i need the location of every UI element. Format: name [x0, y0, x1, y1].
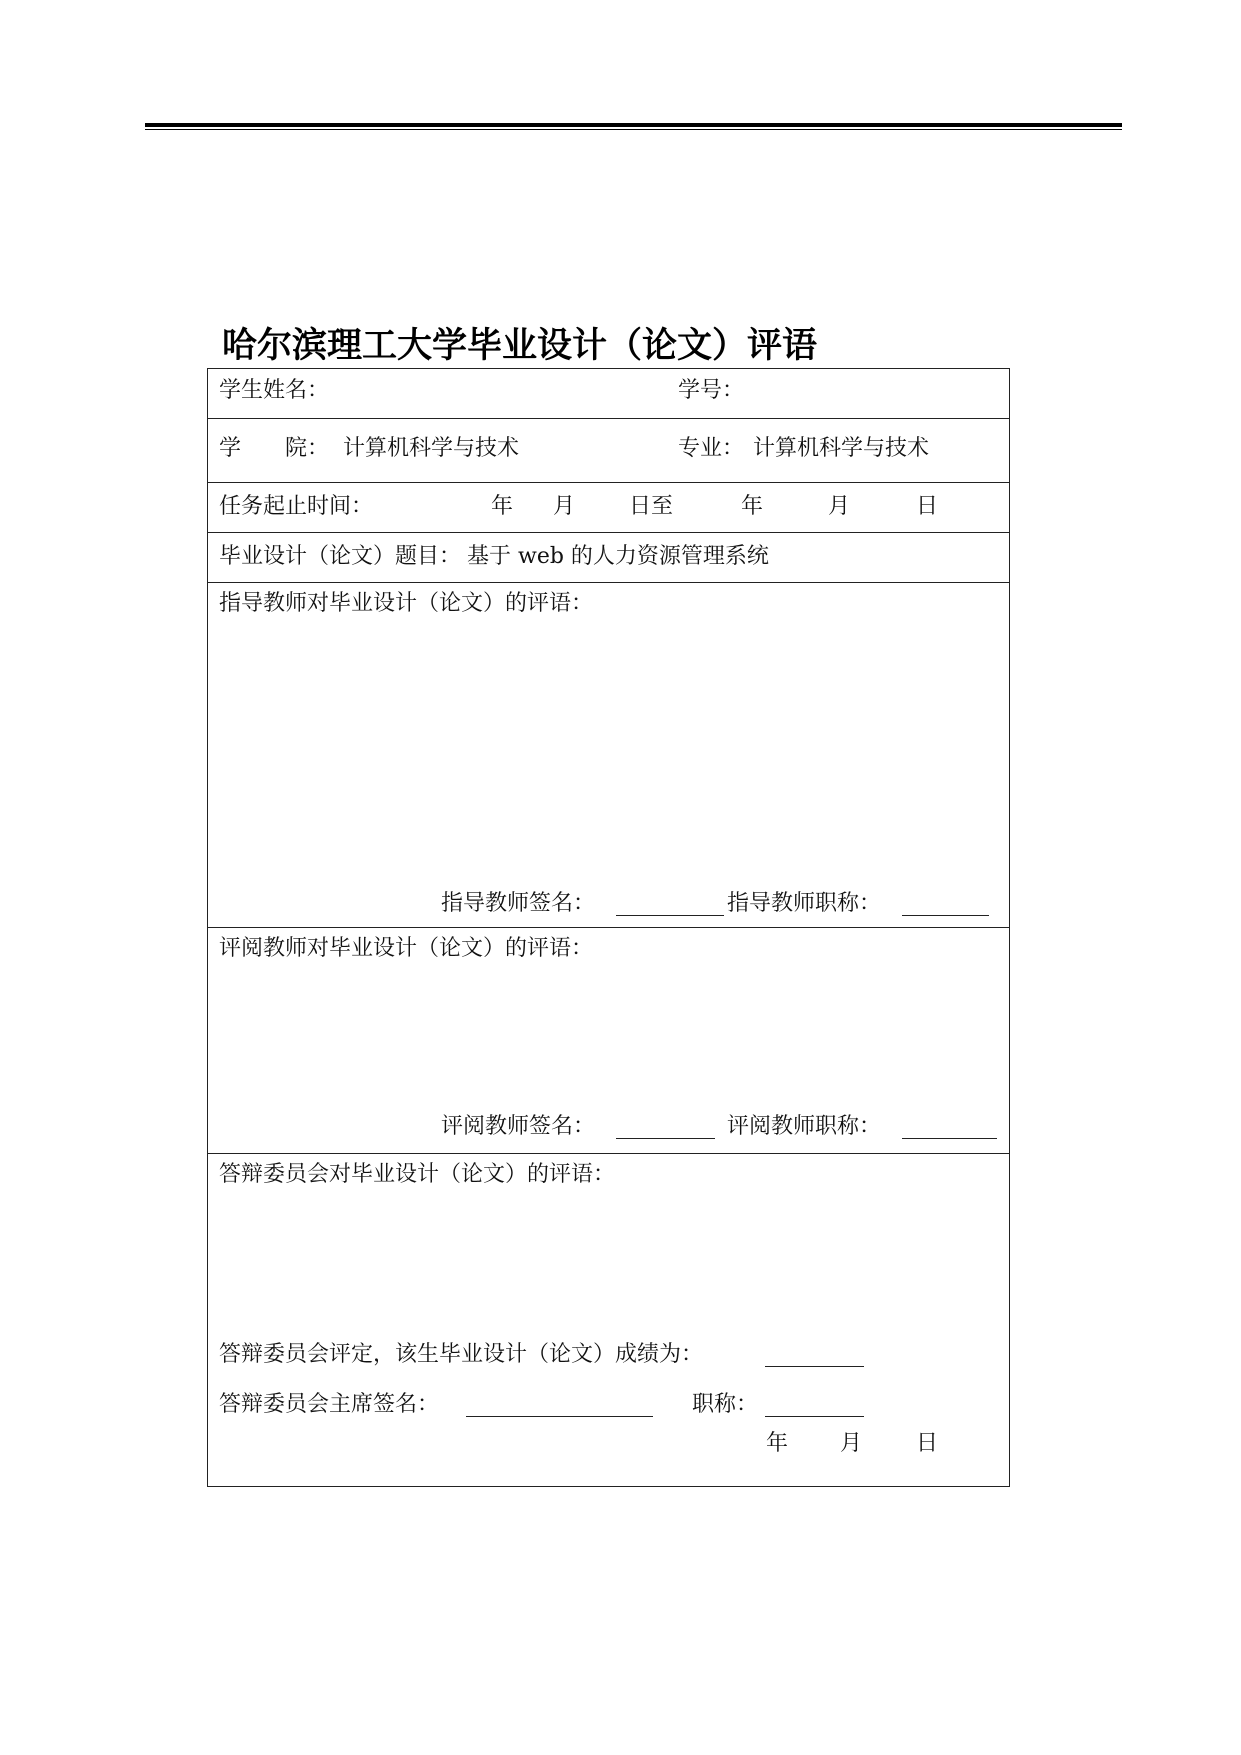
committee-comment-heading: 答辩委员会对毕业设计（论文）的评语：	[219, 1162, 616, 1187]
student-id-label: 学号：	[678, 378, 745, 403]
reviewer-title-label: 评阅教师职称：	[727, 1114, 882, 1139]
end-year-label: 年	[741, 494, 764, 519]
reviewer-signature-label: 评阅教师签名：	[441, 1114, 596, 1139]
student-name-label: 学生姓名：	[219, 378, 330, 403]
topic-value: 基于 web 的人力资源管理系统	[467, 544, 769, 569]
start-month-label: 月	[553, 494, 576, 519]
end-day-label: 日	[916, 494, 939, 519]
start-year-label: 年	[491, 494, 514, 519]
committee-grade-blank	[765, 1366, 864, 1367]
advisor-title-blank	[902, 915, 989, 916]
topic-label: 毕业设计（论文）题目：	[219, 544, 462, 569]
college-label: 学 院：	[219, 436, 330, 461]
advisor-signature-blank	[616, 915, 724, 916]
advisor-comment-section	[208, 582, 1009, 927]
end-month-label: 月	[828, 494, 851, 519]
committee-month-label: 月	[840, 1431, 863, 1456]
header-rule-thin	[145, 129, 1122, 130]
committee-chair-signature-blank	[466, 1416, 653, 1417]
student-info-row	[208, 369, 1009, 418]
committee-comment-section	[208, 1153, 1009, 1486]
advisor-comment-heading: 指导教师对毕业设计（论文）的评语：	[219, 591, 594, 616]
major-value: 计算机科学与技术	[753, 436, 930, 461]
reviewer-signature-blank	[616, 1138, 715, 1139]
committee-year-label: 年	[766, 1431, 789, 1456]
evaluation-form-table	[207, 368, 1010, 1487]
form-title: 哈尔滨理工大学毕业设计（论文）评语	[222, 326, 818, 366]
reviewer-comment-section	[208, 927, 1009, 1153]
task-period-label: 任务起止时间：	[219, 494, 374, 519]
reviewer-comment-heading: 评阅教师对毕业设计（论文）的评语：	[219, 936, 594, 961]
college-row	[208, 418, 1009, 482]
major-label: 专业：	[678, 436, 745, 461]
header-rule	[145, 123, 1122, 127]
advisor-signature-label: 指导教师签名：	[441, 891, 596, 916]
committee-chair-signature-label: 答辩委员会主席签名：	[219, 1392, 440, 1417]
topic-row	[208, 532, 1009, 582]
committee-grade-label: 答辩委员会评定，该生毕业设计（论文）成绩为：	[219, 1342, 704, 1367]
college-value: 计算机科学与技术	[343, 436, 520, 461]
advisor-title-label: 指导教师职称：	[727, 891, 882, 916]
reviewer-title-blank	[902, 1138, 997, 1139]
committee-chair-title-blank	[765, 1416, 864, 1417]
start-day-to-label: 日至	[629, 494, 674, 519]
committee-chair-title-label: 职称：	[692, 1392, 759, 1417]
committee-day-label: 日	[916, 1431, 939, 1456]
task-period-row	[208, 482, 1009, 532]
